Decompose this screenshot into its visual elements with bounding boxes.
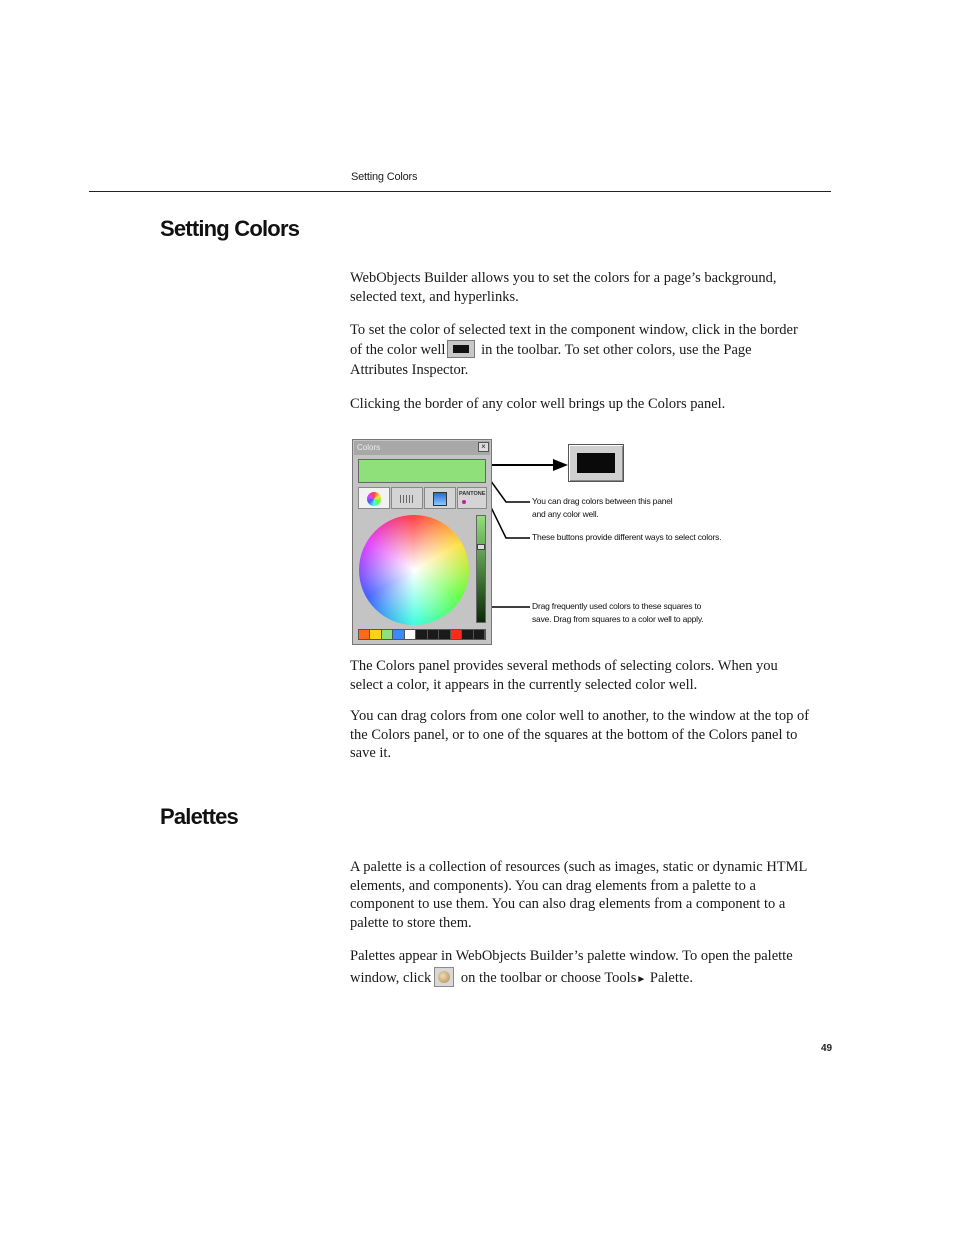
monitor-icon xyxy=(433,492,447,506)
callout-drag-between xyxy=(532,495,672,521)
image-palette-mode-button[interactable] xyxy=(424,487,456,509)
paragraph-intro: WebObjects Builder allows you to set the colors for a page’s background, selected text, and hyperlinks. xyxy=(350,270,777,305)
header-rule xyxy=(89,191,831,192)
callout-buttons: These buttons provide different ways to select colors. xyxy=(532,532,722,542)
page-number: 49 xyxy=(821,1043,833,1054)
callout-saved-squares-line2: save. Drag from squares to a color well to apply. xyxy=(532,614,704,624)
running-head: Setting Colors xyxy=(351,171,418,183)
section-title-palettes: Palettes xyxy=(160,804,238,829)
paragraph-palette-window-text-2: on the toolbar or choose Tools xyxy=(457,970,637,986)
callout-drag-between-line2: and any color well. xyxy=(532,509,599,519)
paragraph-palette-window-text-1: Palettes appear in WebObjects Builder’s palette window. To open the palette window, click xyxy=(350,948,793,986)
saved-color-square[interactable] xyxy=(393,630,404,639)
saved-color-square[interactable] xyxy=(416,630,427,639)
paragraph-color-well-text-1: To set the color of selected text in the component window, click in the border of the color well xyxy=(350,322,798,358)
paragraph-palette-definition: A palette is a collection of resources (such as images, static or dynamic HTML elements, and components). You can drag elements from a palette to a component to use them. You can also drag elements from a component to a palette to store them. xyxy=(350,859,807,931)
section-title-setting-colors: Setting Colors xyxy=(160,216,300,241)
saved-color-square[interactable] xyxy=(382,630,393,639)
paragraph-color-well-text-2: in the toolbar. To set other colors, use the Page Attributes Inspector. xyxy=(350,342,752,378)
callout-saved-squares xyxy=(532,600,703,626)
sliders-icon xyxy=(400,495,414,503)
brightness-slider-knob[interactable] xyxy=(477,544,485,550)
paragraph-methods: The Colors panel provides several methods of selecting colors. When you select a color, it appears in the currently selected color well. xyxy=(350,658,778,693)
pantone-mode-button[interactable] xyxy=(457,487,487,509)
saved-color-square[interactable] xyxy=(370,630,381,639)
colors-panel-figure xyxy=(350,437,770,652)
callout-drag-between-line1: You can drag colors between this panel xyxy=(532,496,673,506)
saved-color-square[interactable] xyxy=(359,630,370,639)
color-well-enlarged-fill xyxy=(577,453,615,473)
saved-color-square[interactable] xyxy=(428,630,439,639)
color-wheel[interactable] xyxy=(359,515,469,625)
color-swatch-window[interactable] xyxy=(358,459,486,483)
pantone-dot-icon xyxy=(462,500,466,504)
saved-color-square[interactable] xyxy=(439,630,450,639)
paragraph-colors-panel: Clicking the border of any color well brings up the Colors panel. xyxy=(350,396,726,412)
palette-icon xyxy=(434,967,454,987)
color-well-icon xyxy=(447,340,475,358)
colors-panel-title: Colors xyxy=(354,441,490,455)
paragraph-color-well xyxy=(350,320,810,380)
color-wheel-mode-button[interactable] xyxy=(358,487,390,509)
color-well-enlarged[interactable] xyxy=(568,444,624,482)
color-wheel-icon xyxy=(367,492,381,506)
saved-color-square[interactable] xyxy=(462,630,473,639)
paragraph-palette-window-text-3: Palette. xyxy=(646,970,693,986)
callout-saved-squares-line1: Drag frequently used colors to these squares to xyxy=(532,601,702,611)
saved-color-squares[interactable] xyxy=(358,629,486,640)
paragraph-drag-colors: You can drag colors from one color well to another, to the window at the top of the Colors panel, or to one of the squares at the bottom of the Colors panel to save it. xyxy=(350,708,810,761)
menu-arrow-icon: ► xyxy=(636,974,647,985)
close-icon[interactable]: × xyxy=(478,442,489,452)
saved-color-square[interactable] xyxy=(451,630,462,639)
paragraph-palette-window xyxy=(350,945,810,991)
brightness-slider[interactable] xyxy=(476,515,486,623)
sliders-mode-button[interactable] xyxy=(391,487,423,509)
saved-color-square[interactable] xyxy=(474,630,485,639)
saved-color-square[interactable] xyxy=(405,630,416,639)
pantone-label: PANTONE xyxy=(459,491,486,497)
colors-panel xyxy=(352,439,492,645)
